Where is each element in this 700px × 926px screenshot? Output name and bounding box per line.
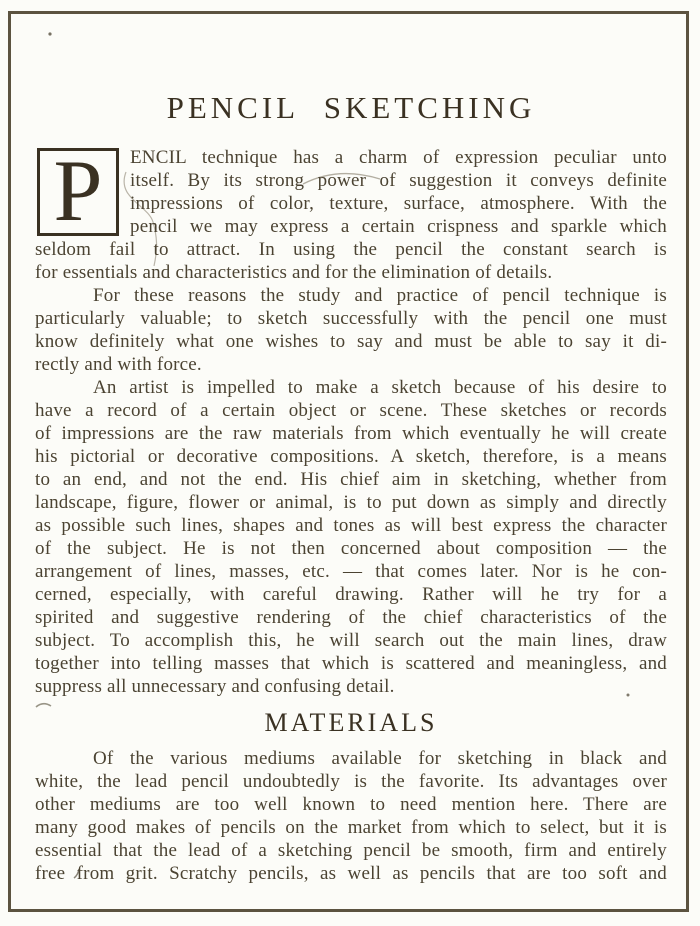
paragraph-1-lines bbox=[35, 142, 667, 284]
text-line: spirited and suggestive rendering of the chief characteristics of the bbox=[35, 607, 667, 628]
text-line: itself. By its strong power of suggestion it conveys definite bbox=[130, 170, 667, 191]
text-line: Of the various mediums available for sketching in black and bbox=[93, 748, 667, 769]
text-line: for essentials and characteristics and for the elimination of details. bbox=[35, 262, 553, 283]
text-line: impressions of color, texture, surface, atmosphere. With the bbox=[130, 193, 667, 214]
paragraph-3 bbox=[35, 376, 667, 698]
text-line: many good makes of pencils on the market from which to select, but it is bbox=[35, 817, 667, 838]
ink-speck bbox=[48, 32, 51, 35]
text-line: together into telling masses that which is scattered and meaningless, and bbox=[35, 653, 667, 674]
text-line: subject. To accomplish this, he will search out the main lines, draw bbox=[35, 630, 667, 651]
text-line: have a record of a certain object or scene. These sketches or records bbox=[35, 400, 667, 421]
text-line: For these reasons the study and practice of pencil technique is bbox=[93, 285, 667, 306]
text-line: his pictorial or decorative compositions. A sketch, therefore, is a means bbox=[35, 446, 667, 467]
text-line: landscape, figure, flower or animal, is to put down as simply and directly bbox=[35, 492, 667, 513]
text-line: rectly and with force. bbox=[35, 354, 202, 375]
text-line: free from grit. Scratchy pencils, as well as pencils that are too soft and bbox=[35, 863, 667, 884]
text-line: as possible such lines, shapes and tones as will best express the character bbox=[35, 515, 667, 536]
paragraph-1 bbox=[35, 142, 667, 284]
text-line: cerned, especially, with careful drawing. Rather will he try for a bbox=[35, 584, 667, 605]
text-line: ENCIL technique has a charm of expression peculiar unto bbox=[130, 147, 667, 168]
text-line: suppress all unnecessary and confusing detail. bbox=[35, 676, 395, 697]
text-line: of impressions are the raw materials from which eventually he will create bbox=[35, 423, 667, 444]
page-title: PENCIL SKETCHING bbox=[166, 90, 536, 125]
drop-cap-letter: P bbox=[53, 142, 103, 240]
text-line: of the subject. He is not then concerned about composition — the bbox=[35, 538, 667, 559]
paragraph-2 bbox=[35, 284, 667, 376]
text-line: particularly valuable; to sketch successfully with the pencil one must bbox=[35, 308, 667, 329]
page-content bbox=[35, 90, 667, 885]
text-line: to an end, and not the end. His chief aim in sketching, whether from bbox=[35, 469, 667, 490]
text-line: arrangement of lines, masses, etc. — that comes later. Nor is he con- bbox=[35, 561, 667, 582]
paragraph-4 bbox=[35, 747, 667, 885]
text-line: An artist is impelled to make a sketch because of his desire to bbox=[93, 377, 667, 398]
drop-cap-box bbox=[37, 142, 119, 240]
text-line: white, the lead pencil undoubtedly is the favorite. Its advantages over bbox=[35, 771, 667, 792]
text-line: pencil we may express a certain crispness and sparkle which bbox=[130, 216, 667, 237]
materials-heading: MATERIALS bbox=[264, 708, 438, 737]
text-line: seldom fail to attract. In using the pencil the constant search is bbox=[35, 239, 667, 260]
text-line: know definitely what one wishes to say and must be able to say it di- bbox=[35, 331, 667, 352]
text-line: other mediums are too well known to need mention here. There are bbox=[35, 794, 667, 815]
text-line: essential that the lead of a sketching pencil be smooth, firm and entirely bbox=[35, 840, 667, 861]
